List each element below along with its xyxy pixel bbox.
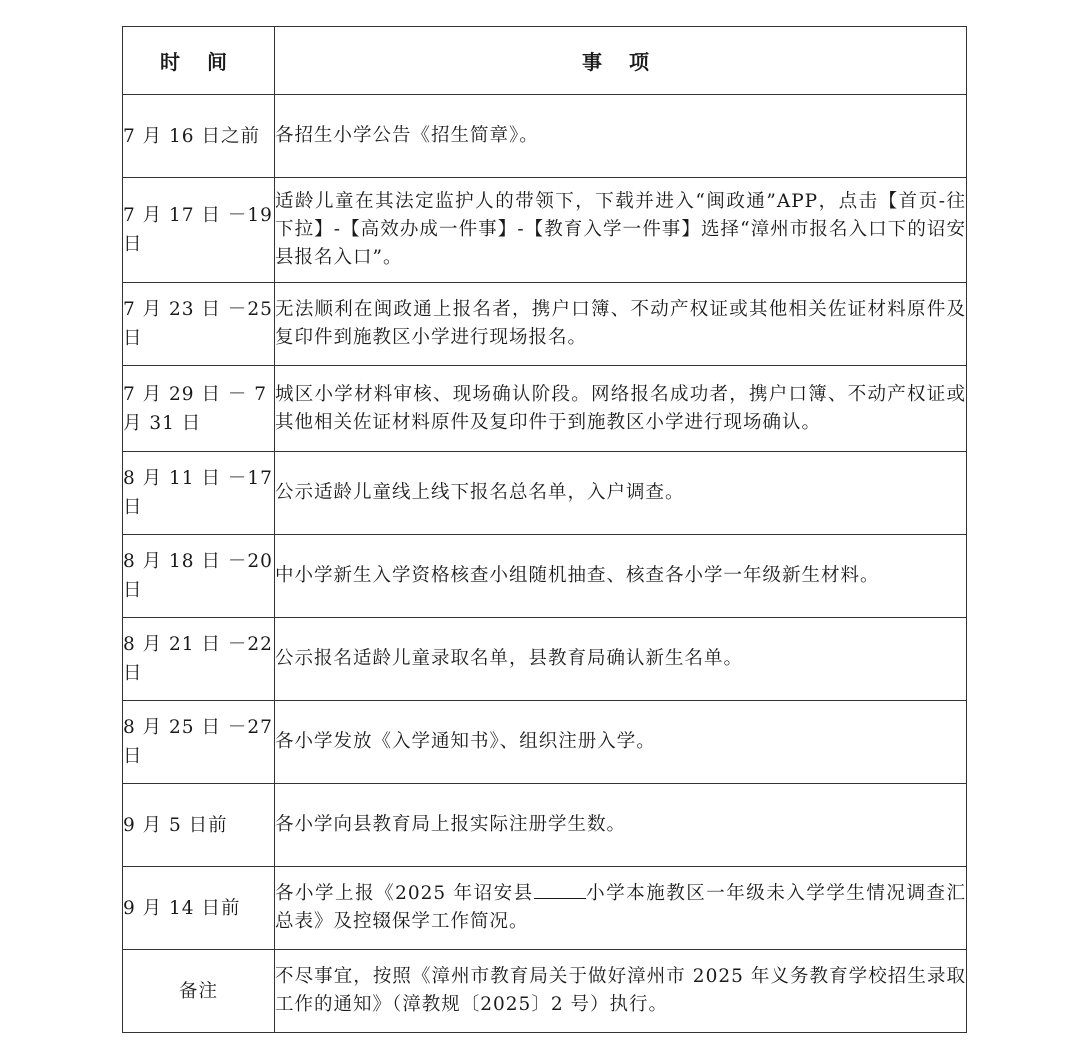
table-header-row [123,27,967,95]
row-item: 中小学新生入学资格核查小组随机抽查、核查各小学一年级新生材料。 [275,535,967,618]
row-item: 城区小学材料审核、现场确认阶段。网络报名成功者，携户口簿、不动产权证或其他相关佐证材料原件及复印件于到施教区小学进行现场确认。 [275,366,967,452]
row-item: 无法顺利在闽政通上报名者，携户口簿、不动产权证或其他相关佐证材料原件及复印件到施教区小学进行现场报名。 [275,283,967,366]
table-row [123,701,967,784]
row-item: 各小学发放《入学通知书》、组织注册入学。 [275,701,967,784]
table-row [123,452,967,535]
row-time: 8 月 11 日 －17 日 [123,452,275,535]
row-time: 7 月 16 日之前 [123,95,275,178]
row-item: 各招生小学公告《招生简章》。 [275,95,967,178]
row-time: 9 月 5 日前 [123,784,275,867]
table-row [123,618,967,701]
table-row [123,178,967,283]
enrollment-schedule-table [122,26,967,1033]
row-time: 7 月 23 日 －25 日 [123,283,275,366]
row-item: 公示适龄儿童线上线下报名总名单，入户调查。 [275,452,967,535]
row-time: 8 月 21 日 －22 日 [123,618,275,701]
fill-in-blank [534,882,586,899]
row-item: 各小学向县教育局上报实际注册学生数。 [275,784,967,867]
table-row [123,366,967,452]
remarks-text: 不尽事宜，按照《漳州市教育局关于做好漳州市 2025 年义务教育学校招生录取工作的通知》（漳教规〔2025〕2 号）执行。 [275,950,967,1033]
item-text-after-blank: 小学本施教区一年级未入学学生情况调查汇总表》及控辍保学工作简况。 [275,883,966,932]
table-row [123,283,967,366]
table-row [123,784,967,867]
table-row [123,95,967,178]
row-time: 7 月 29 日 － 7 月 31 日 [123,366,275,452]
row-item [275,867,967,950]
row-time: 7 月 17 日 －19 日 [123,178,275,283]
remarks-label: 备注 [123,950,275,1033]
row-item: 公示报名适龄儿童录取名单，县教育局确认新生名单。 [275,618,967,701]
item-text-before-blank: 各小学上报《2025 年诏安县 [275,883,534,904]
row-item: 适龄儿童在其法定监护人的带领下，下载并进入“闽政通”APP，点击【首页-往下拉】-【高效办成一件事】-【教育入学一件事】选择“漳州市报名入口下的诏安县报名入口”。 [275,178,967,283]
row-time: 9 月 14 日前 [123,867,275,950]
header-time: 时 间 [123,27,275,95]
header-item: 事 项 [275,27,967,95]
row-time: 8 月 25 日 －27 日 [123,701,275,784]
table-row [123,535,967,618]
table-row [123,867,967,950]
row-time: 8 月 18 日 －20 日 [123,535,275,618]
table-row-remarks [123,950,967,1033]
